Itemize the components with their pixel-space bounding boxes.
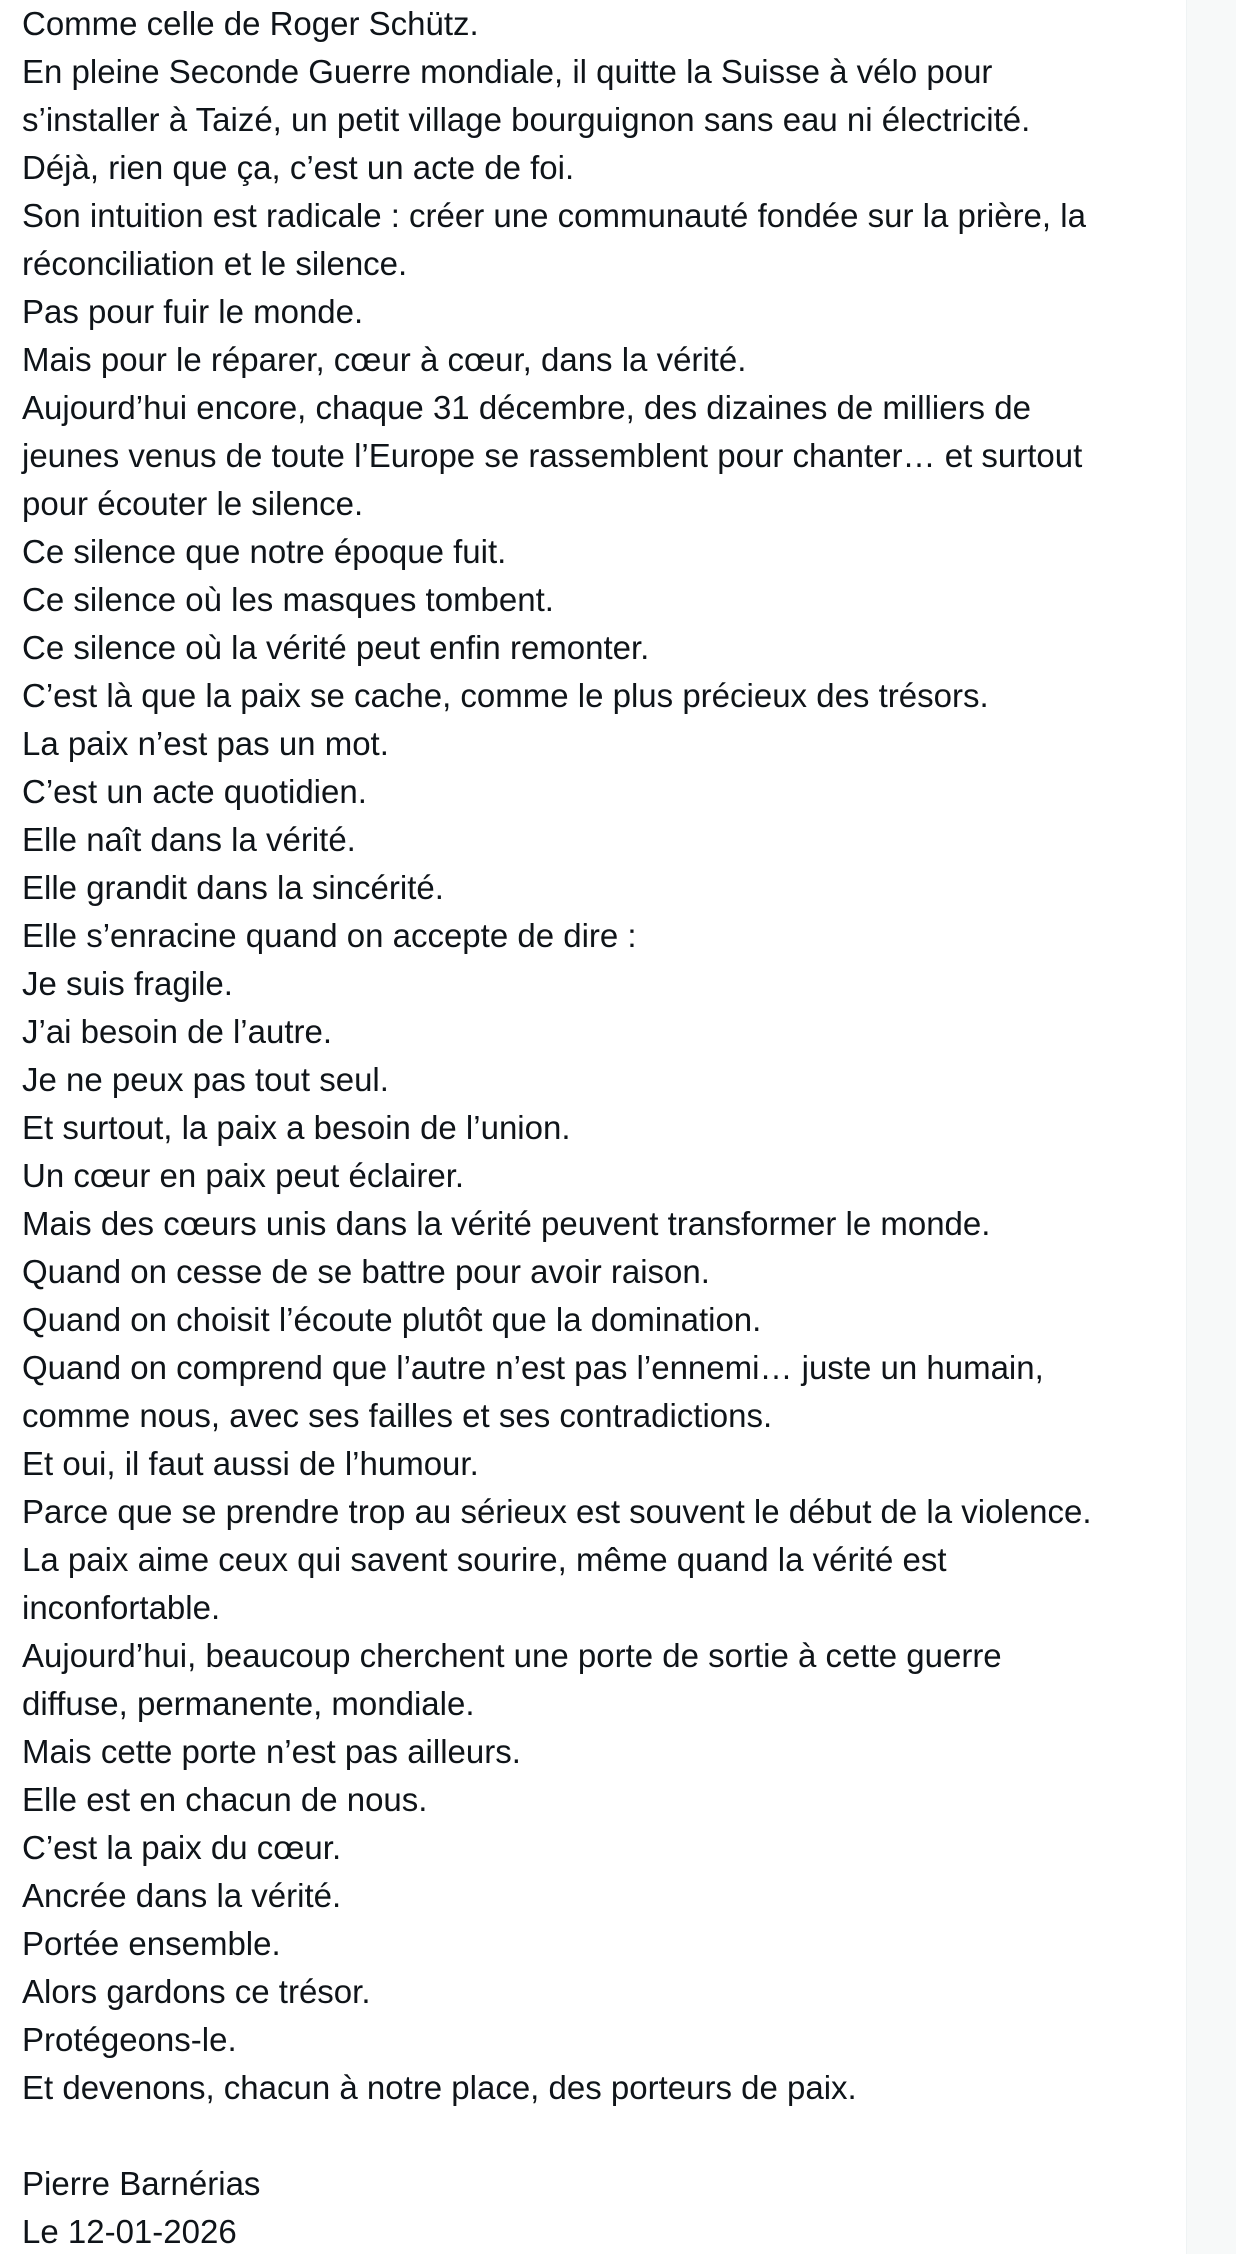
text-line: Mais cette porte n’est pas ailleurs. [22, 1733, 521, 1770]
text-line: diffuse, permanente, mondiale. [22, 1685, 475, 1722]
text-line: Quand on cesse de se battre pour avoir raison. [22, 1253, 710, 1290]
text-line: C’est la paix du cœur. [22, 1829, 342, 1866]
signature-date: Le 12-01-2026 [22, 2213, 237, 2250]
text-line: Comme celle de Roger Schütz. [22, 5, 479, 42]
text-line: Son intuition est radicale : créer une communauté fondée sur la prière, la [22, 197, 1086, 234]
text-line: Je ne peux pas tout seul. [22, 1061, 389, 1098]
text-line: C’est là que la paix se cache, comme le plus précieux des trésors. [22, 677, 989, 714]
text-line: Déjà, rien que ça, c’est un acte de foi. [22, 149, 575, 186]
text-line: Pas pour fuir le monde. [22, 293, 364, 330]
text-line: Un cœur en paix peut éclairer. [22, 1157, 465, 1194]
paragraph-spacer [22, 2112, 1172, 2160]
text-line: Ancrée dans la vérité. [22, 1877, 342, 1914]
post-text [22, 0, 1172, 2256]
text-line: inconfortable. [22, 1589, 221, 1626]
text-line: Elle s’enracine quand on accepte de dire : [22, 917, 637, 954]
text-line: jeunes venus de toute l’Europe se rassemblent pour chanter… et surtout [22, 437, 1083, 474]
text-line: En pleine Seconde Guerre mondiale, il quitte la Suisse à vélo pour [22, 53, 993, 90]
text-line: réconciliation et le silence. [22, 245, 408, 282]
text-line: Et devenons, chacun à notre place, des porteurs de paix. [22, 2069, 857, 2106]
text-line: comme nous, avec ses failles et ses contradictions. [22, 1397, 773, 1434]
text-line: Protégeons-le. [22, 2021, 237, 2058]
text-line: Aujourd’hui, beaucoup cherchent une porte de sortie à cette guerre [22, 1637, 1002, 1674]
right-gutter [1187, 0, 1236, 2254]
text-line: Portée ensemble. [22, 1925, 281, 1962]
text-line: pour écouter le silence. [22, 485, 364, 522]
text-line: Parce que se prendre trop au sérieux est souvent le début de la violence. [22, 1493, 1092, 1530]
text-line: Et surtout, la paix a besoin de l’union. [22, 1109, 571, 1146]
text-line: Quand on choisit l’écoute plutôt que la domination. [22, 1301, 762, 1338]
text-line: C’est un acte quotidien. [22, 773, 367, 810]
text-line: Elle naît dans la vérité. [22, 821, 356, 858]
text-line: Je suis fragile. [22, 965, 233, 1002]
text-line: Elle grandit dans la sincérité. [22, 869, 444, 906]
text-line: Elle est en chacun de nous. [22, 1781, 428, 1818]
text-line: Aujourd’hui encore, chaque 31 décembre, des dizaines de milliers de [22, 389, 1031, 426]
text-line: La paix n’est pas un mot. [22, 725, 389, 762]
text-line: Alors gardons ce trésor. [22, 1973, 371, 2010]
text-line: Mais pour le réparer, cœur à cœur, dans la vérité. [22, 341, 747, 378]
text-line: La paix aime ceux qui savent sourire, même quand la vérité est [22, 1541, 947, 1578]
text-line: s’installer à Taizé, un petit village bourguignon sans eau ni électricité. [22, 101, 1031, 138]
signature-author: Pierre Barnérias [22, 2165, 261, 2202]
text-line: Ce silence où les masques tombent. [22, 581, 554, 618]
text-line: J’ai besoin de l’autre. [22, 1013, 333, 1050]
text-line: Ce silence où la vérité peut enfin remonter. [22, 629, 650, 666]
text-line: Quand on comprend que l’autre n’est pas l’ennemi… juste un humain, [22, 1349, 1044, 1386]
text-line: Mais des cœurs unis dans la vérité peuvent transformer le monde. [22, 1205, 991, 1242]
text-line: Ce silence que notre époque fuit. [22, 533, 507, 570]
text-line: Et oui, il faut aussi de l’humour. [22, 1445, 479, 1482]
